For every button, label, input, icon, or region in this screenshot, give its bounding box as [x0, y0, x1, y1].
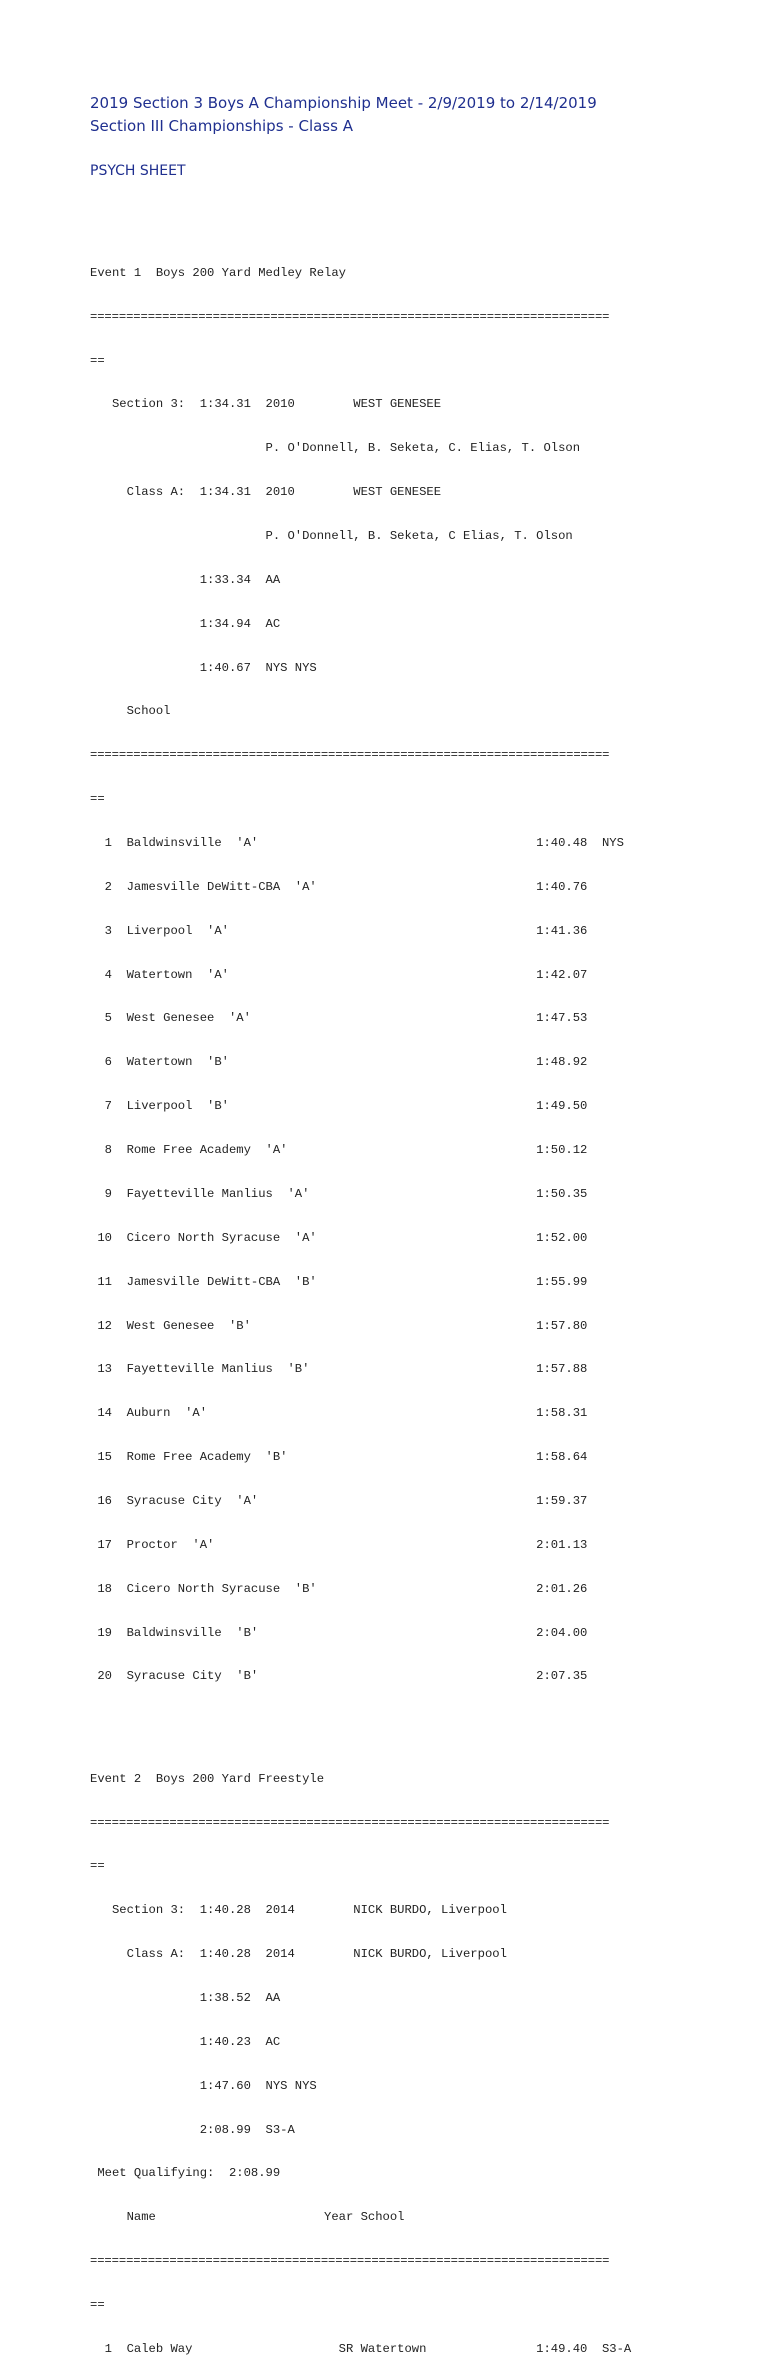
record-line: 1:47.60 NYS NYS — [90, 2078, 317, 2093]
record-line: Section 3: 1:40.28 2014 NICK BURDO, Liverpool — [90, 1903, 507, 1918]
entry-row: 18 Cicero North Syracuse 'B' 2:01.26 — [90, 1581, 588, 1596]
record-line: P. O'Donnell, B. Seketa, C Elias, T. Olson — [90, 529, 573, 544]
entry-row: 16 Syracuse City 'A' 1:59.37 — [90, 1493, 588, 1508]
record-line: 1:40.23 AC — [90, 2034, 281, 2049]
record-line: 1:40.67 NYS NYS — [90, 660, 317, 675]
entry-row: 20 Syracuse City 'B' 2:07.35 — [90, 1669, 588, 1684]
entry-row: 6 Watertown 'B' 1:48.92 — [90, 1055, 588, 1070]
separator-line: ======================================================================== — [90, 1815, 610, 1830]
entry-row: 7 Liverpool 'B' 1:49.50 — [90, 1099, 588, 1114]
record-line: 1:34.94 AC — [90, 616, 281, 631]
record-line: 1:33.34 AA — [90, 572, 281, 587]
meet-title: 2019 Section 3 Boys A Championship Meet - 2/9/2019 to 2/14/2019 — [90, 94, 597, 112]
event-title: Event 1 Boys 200 Yard Medley Relay — [90, 265, 346, 280]
record-line: 1:38.52 AA — [90, 1991, 281, 2006]
entry-row: 9 Fayetteville Manlius 'A' 1:50.35 — [90, 1186, 588, 1201]
separator-tail: == — [90, 792, 105, 807]
column-header: Name Year School — [90, 2210, 405, 2225]
record-line: 2:08.99 S3-A — [90, 2122, 295, 2137]
separator-line: ======================================================================== — [90, 309, 610, 324]
entry-row: 15 Rome Free Academy 'B' 1:58.64 — [90, 1450, 588, 1465]
column-header: School — [90, 704, 171, 719]
entry-row: 10 Cicero North Syracuse 'A' 1:52.00 — [90, 1230, 588, 1245]
event-title: Event 2 Boys 200 Yard Freestyle — [90, 1771, 325, 1786]
record-line: P. O'Donnell, B. Seketa, C. Elias, T. Olson — [90, 441, 581, 456]
entry-row: 12 West Genesee 'B' 1:57.80 — [90, 1318, 588, 1333]
entry-row: 13 Fayetteville Manlius 'B' 1:57.88 — [90, 1362, 588, 1377]
entry-row: 19 Baldwinsville 'B' 2:04.00 — [90, 1625, 588, 1640]
separator-tail: == — [90, 2298, 105, 2313]
entry-row: 2 Jamesville DeWitt-CBA 'A' 1:40.76 — [90, 879, 588, 894]
entry-row: 4 Watertown 'A' 1:42.07 — [90, 967, 588, 982]
entry-row: 3 Liverpool 'A' 1:41.36 — [90, 923, 588, 938]
record-line: Class A: 1:40.28 2014 NICK BURDO, Liverpool — [90, 1947, 507, 1962]
entry-row: 8 Rome Free Academy 'A' 1:50.12 — [90, 1143, 588, 1158]
entry-row: 1 Caleb Way SR Watertown 1:49.40 S3-A — [90, 2341, 632, 2356]
entry-row: 17 Proctor 'A' 2:01.13 — [90, 1537, 588, 1552]
separator-tail: == — [90, 353, 105, 368]
meet-qualifying-line: Meet Qualifying: 2:08.99 — [90, 2166, 281, 2181]
meet-subtitle: Section III Championships - Class A — [90, 117, 353, 135]
separator-line: ======================================================================== — [90, 2254, 610, 2269]
separator-line: ======================================================================== — [90, 748, 610, 763]
entry-row: 5 West Genesee 'A' 1:47.53 — [90, 1011, 588, 1026]
record-line: Section 3: 1:34.31 2010 WEST GENESEE — [90, 397, 442, 412]
entry-row: 14 Auburn 'A' 1:58.31 — [90, 1406, 588, 1421]
meet-header — [90, 92, 597, 138]
entry-row: 1 Baldwinsville 'A' 1:40.48 NYS — [90, 836, 624, 851]
psych-sheet-body — [90, 222, 631, 2371]
record-line: Class A: 1:34.31 2010 WEST GENESEE — [90, 485, 442, 500]
separator-tail: == — [90, 1859, 105, 1874]
psych-sheet-label: PSYCH SHEET — [90, 163, 186, 179]
blank-line — [90, 1713, 631, 1728]
entry-row: 11 Jamesville DeWitt-CBA 'B' 1:55.99 — [90, 1274, 588, 1289]
